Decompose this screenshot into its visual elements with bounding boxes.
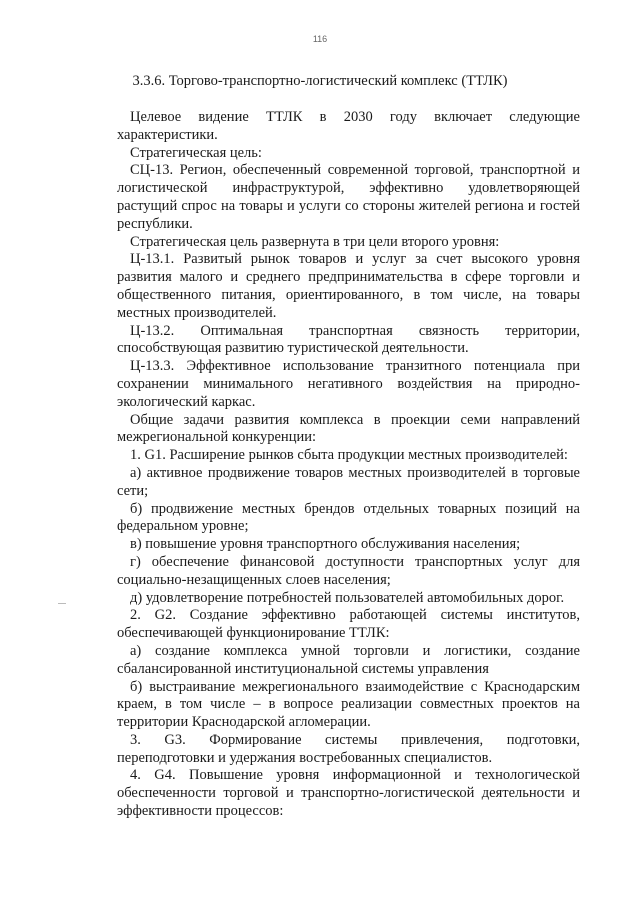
goal-item: Ц-13.3. Эффективное использование транзитного потенциала при сохранении минимального негативного воздействия на природно-экологический каркас.	[117, 358, 580, 410]
paragraph: Общие задачи развития комплекса в проекции семи направлений межрегиональной конкуренции:	[117, 411, 580, 446]
sub-task-item: б) выстраивание межрегионального взаимодействие с Краснодарским краем, в том числе – в вопросе реализации совместных проектов на территории Краснодарской агломерации.	[117, 678, 580, 731]
task-item: 4. G4. Повышение уровня информационной и технологической обеспеченности торговой и транспортно-логистической деятельности и эффективности процессов:	[117, 767, 580, 820]
paragraph: Целевое видение ТТЛК в 2030 году включает следующие характеристики.	[117, 109, 580, 143]
goal-item: Ц-13.2. Оптимальная транспортная связность территории, способствующая развитию туристической деятельности.	[117, 322, 580, 357]
strategic-goal: СЦ-13. Регион, обеспеченный современной торговой, транспортной и логистической инфраструктурой, эффективно удовлетворяющей растущий спрос на товары и услуги со стороны жителей региона и гостей республики.	[117, 162, 580, 232]
sub-task-item: д) удовлетворение потребностей пользователей автомобильных дорог.	[130, 589, 565, 606]
sub-task-item: а) создание комплекса умной торговли и логистики, создание сбалансированной институциональной системы управления	[117, 642, 580, 677]
sub-task-item: б) продвижение местных брендов отдельных товарных позиций на федеральном уровне;	[117, 500, 580, 535]
body-text	[117, 109, 580, 821]
task-item: 1. G1. Расширение рынков сбыта продукции местных производителей:	[130, 447, 568, 464]
task-item: 2. G2. Создание эффективно работающей системы институтов, обеспечивающей функционирование ТТЛК:	[117, 607, 580, 642]
sub-task-item: в) повышение уровня транспортного обслуживания населения;	[130, 536, 521, 553]
section-heading: 3.3.6. Торгово-транспортно-логистический комплекс (ТТЛК)	[132, 73, 508, 89]
page-number: 116	[312, 34, 328, 44]
margin-mark	[58, 603, 66, 604]
paragraph: Стратегическая цель:	[130, 144, 262, 161]
sub-task-item: а) активное продвижение товаров местных производителей в торговые сети;	[117, 464, 580, 499]
goal-item: Ц-13.1. Развитый рынок товаров и услуг за счет высокого уровня развития малого и среднего предпринимательства в сфере торговли и общественного питания, ориентированного, в том числе, на товары местных производителей.	[117, 251, 580, 321]
task-item: 3. G3. Формирование системы привлечения, подготовки, переподготовки и удержания востребованных специалистов.	[117, 731, 580, 766]
paragraph: Стратегическая цель развернута в три цели второго уровня:	[130, 233, 500, 250]
sub-task-item: г) обеспечение финансовой доступности транспортных услуг для социально-незащищенных слоев населения;	[117, 553, 580, 588]
